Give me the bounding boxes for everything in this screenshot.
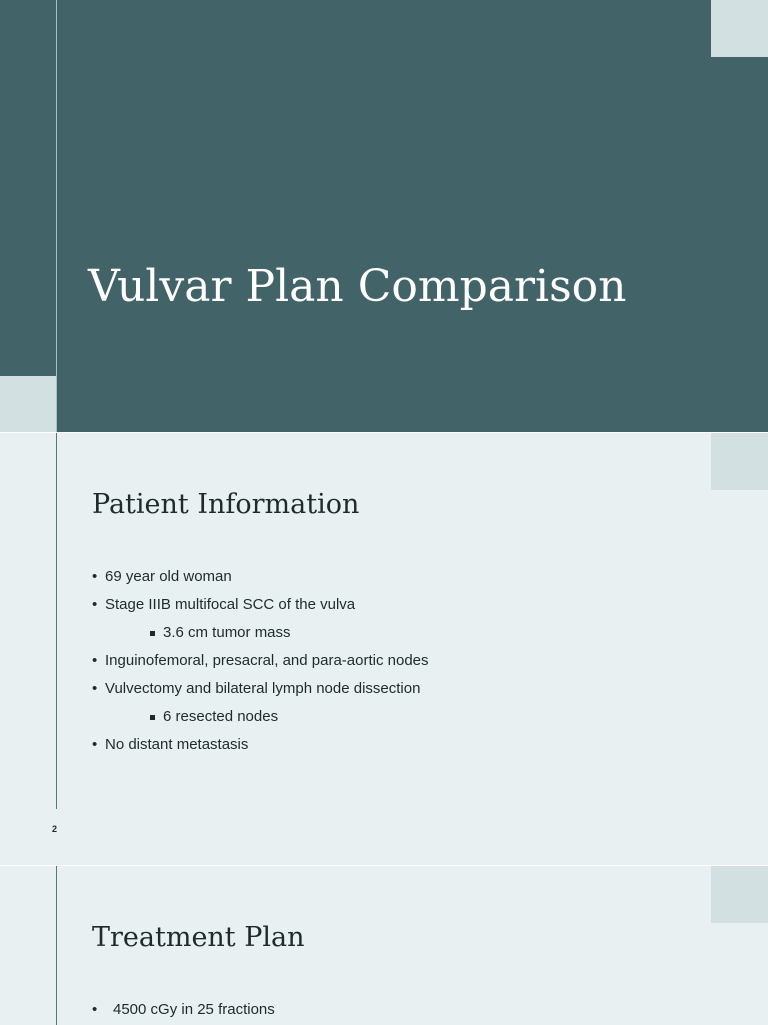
vertical-divider — [56, 866, 57, 1025]
bullet-list — [92, 998, 275, 1025]
decorative-square — [711, 866, 768, 923]
left-accent-strip — [0, 0, 56, 376]
vertical-divider — [56, 0, 57, 432]
bullet-list — [92, 565, 429, 761]
decorative-square — [0, 376, 56, 432]
list-item: • 69 year old woman — [92, 565, 429, 593]
treatment-plan-slide — [0, 865, 768, 1025]
list-item: • Vulvectomy and bilateral lymph node dissection — [92, 677, 429, 705]
patient-information-slide — [0, 432, 768, 866]
slide-heading: Patient Information — [92, 489, 360, 520]
decorative-square — [711, 433, 768, 490]
sub-list-item: 6 resected nodes — [92, 705, 429, 733]
slide-title: Vulvar Plan Comparison — [88, 261, 627, 312]
title-slide — [0, 0, 768, 432]
list-item: • Stage IIIB multifocal SCC of the vulva — [92, 593, 429, 621]
title-panel — [57, 0, 768, 432]
slide-heading: Treatment Plan — [92, 922, 305, 953]
sub-list-item: 3.6 cm tumor mass — [92, 621, 429, 649]
page-number: 2 — [52, 824, 58, 834]
list-item: • No distant metastasis — [92, 733, 429, 761]
list-item: • 4500 cGy in 25 fractions — [92, 998, 275, 1025]
list-item: • Inguinofemoral, presacral, and para-aortic nodes — [92, 649, 429, 677]
vertical-divider — [56, 433, 57, 809]
decorative-square — [711, 0, 768, 57]
